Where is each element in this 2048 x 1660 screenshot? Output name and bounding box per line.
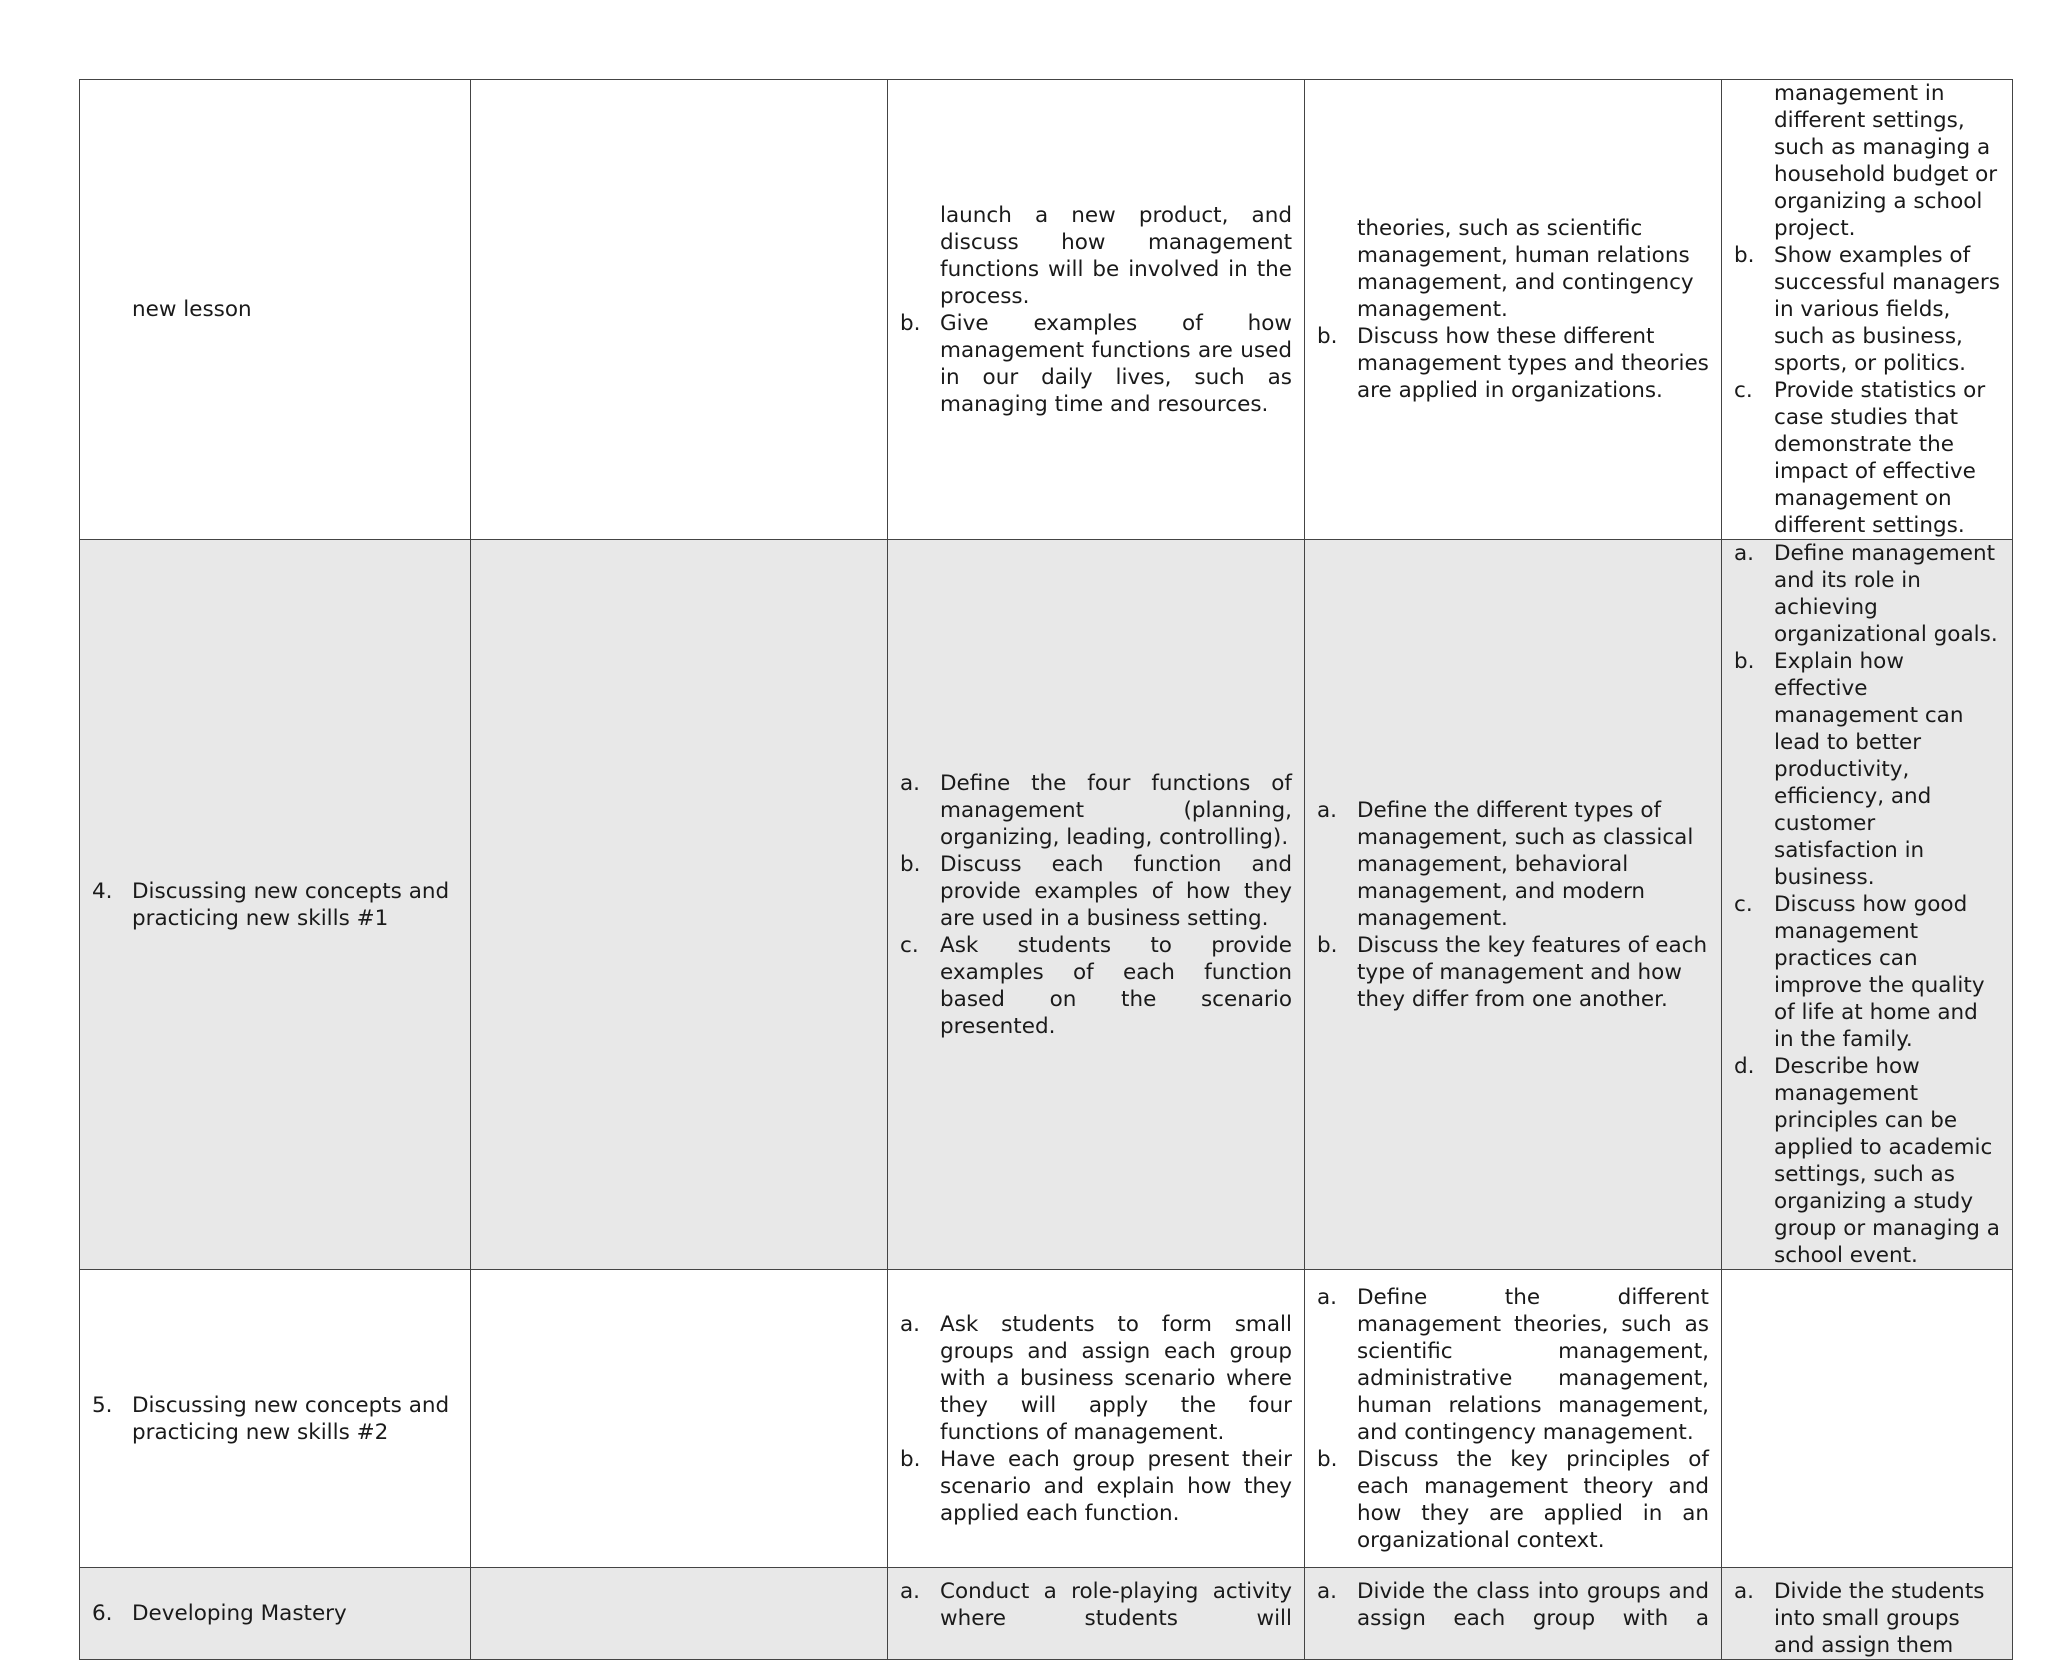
list-item: b. Have each group present their scenario and explain how they applied each function. [900,1446,1292,1526]
list-item: b. Explain how effective management can lead to better productivity, efficiency, and customer satisfaction in business. [1734,649,1964,890]
activity-cell-col3 [888,1270,1305,1568]
item-list [900,1578,1292,1632]
list-item: a. Divide the students into small groups and assign them [1734,1579,1985,1658]
table-row [80,1270,2013,1568]
procedure-cell [80,1270,471,1568]
activity-cell-col3 [888,1568,1305,1660]
item-list [900,770,1292,1040]
continued-text: theories, such as scientific management, human relations management, and contingency management. [1357,216,1694,322]
activity-cell-col4 [1305,540,1722,1270]
list-item: a. Divide the class into groups and assign each group with a [1317,1579,1709,1631]
list-item: b. Discuss each function and provide examples of how they are used in a business setting. [900,851,1292,931]
procedure-cell [80,540,471,1270]
procedure-label: new lesson [132,297,252,322]
activity-cell-col5 [1722,80,2013,540]
list-item: a. Define the different management theories, such as scientific management, administrative management, human relations management, and contingency management. [1317,1284,1709,1445]
list-item: c. Discuss how good management practices can improve the quality of life at home and in the family. [1734,892,1985,1052]
empty-cell [471,1270,888,1568]
list-item: b. Discuss how these different management types and theories are applied in organizations. [1317,324,1709,403]
item-list [1317,323,1709,404]
item-list [1734,540,2000,1269]
activity-cell-col3 [888,540,1305,1270]
list-item: d. Describe how management principles can be applied to academic settings, such as organizing a study group or managing a school event. [1734,1054,2000,1268]
procedure-cell [80,80,471,540]
list-item: c. Ask students to provide examples of each function based on the scenario presented. [900,932,1292,1039]
empty-cell [471,540,888,1270]
procedure-label: 5. Discussing new concepts and practicing new skills #2 [92,1392,450,1445]
lesson-plan-table [79,79,2013,1660]
item-list [1734,242,2000,539]
list-item: a. Ask students to form small groups and assign each group with a business scenario where they will apply the four functions of management. [900,1311,1292,1445]
procedure-cell [80,1568,471,1660]
list-item: a. Define the different types of management, such as classical management, behavioral management, and modern management. [1317,797,1694,931]
list-item: a. Define the four functions of management (planning, organizing, leading, controlling). [900,770,1292,850]
list-item: c. Provide statistics or case studies that demonstrate the impact of effective management on different settings. [1734,378,1986,538]
table-row [80,80,2013,540]
table-row [80,540,2013,1270]
continued-text: launch a new product, and discuss how management functions will be involved in the process. [940,202,1292,309]
empty-cell [471,80,888,540]
activity-cell-col4 [1305,80,1722,540]
item-list [1317,1284,1709,1554]
list-item: a. Conduct a role-playing activity where students will [900,1579,1292,1631]
item-list [1317,797,1709,1013]
procedure-label: 6. Developing Mastery [92,1601,347,1626]
list-item: a. Define management and its role in achieving organizational goals. [1734,541,1998,647]
procedure-label: 4. Discussing new concepts and practicing new skills #1 [92,878,450,931]
item-list [900,1311,1292,1527]
activity-cell-col5 [1722,540,2013,1270]
item-list [1317,1578,1709,1632]
list-item: b. Discuss the key features of each type of management and how they differ from one another. [1317,932,1708,1012]
list-item: b. Discuss the key principles of each management theory and how they are applied in an organizational context. [1317,1446,1709,1553]
activity-cell-col5 [1722,1568,2013,1660]
empty-cell [471,1568,888,1660]
activity-cell-col4 [1305,1568,1722,1660]
item-list [900,310,1292,418]
table-row [80,1568,2013,1660]
continued-text: management in different settings, such as managing a household budget or organizing a school project. [1774,81,1998,241]
list-item: b. Give examples of how management functions are used in our daily lives, such as managing time and resources. [900,310,1292,417]
list-item: b. Show examples of successful managers in various fields, such as business, sports, or politics. [1734,243,2000,376]
item-list [1734,1578,2000,1659]
activity-cell-col3 [888,80,1305,540]
empty-cell [1722,1270,2013,1568]
activity-cell-col4 [1305,1270,1722,1568]
